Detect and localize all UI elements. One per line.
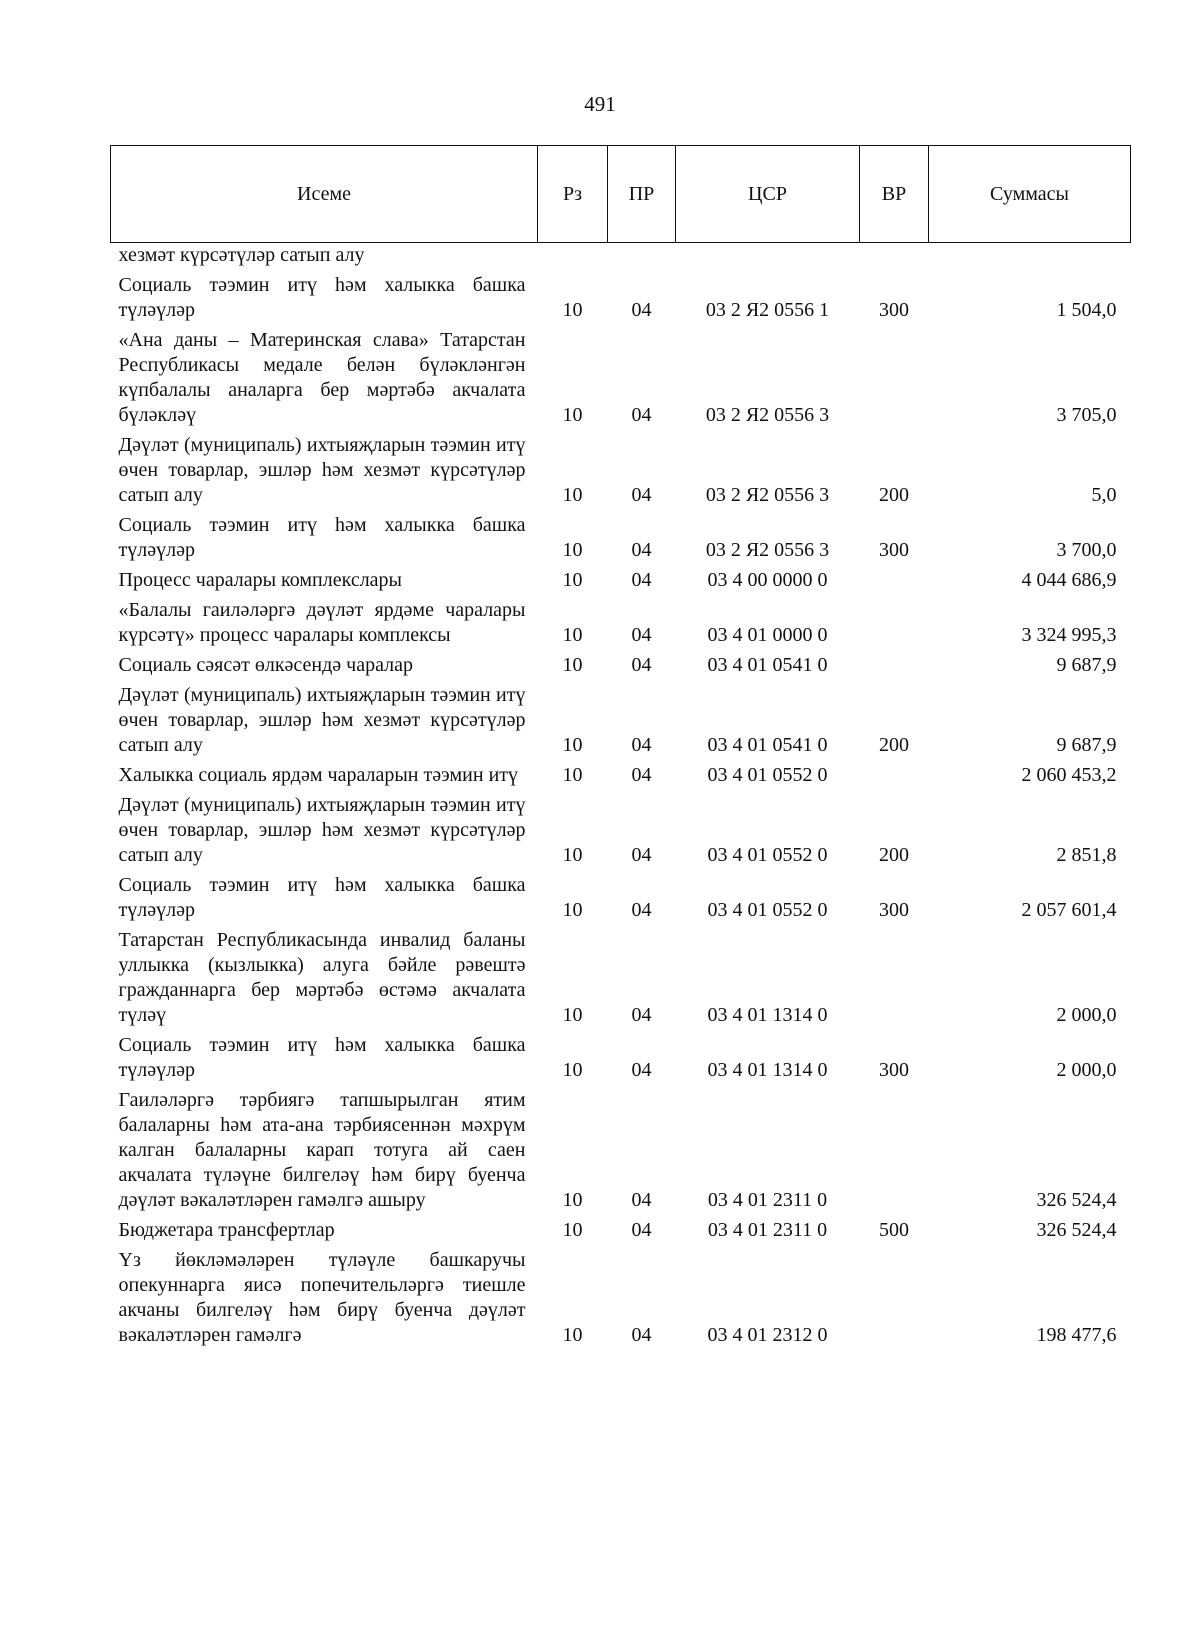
cell-name: Социаль тәэмин итү һәм халыкка башка түләүләр [118,874,526,921]
table-row [111,596,1131,651]
table-row [111,761,1131,791]
cell-vr: 200 [879,734,909,756]
header-row [111,146,1131,243]
cell-rz: 10 [562,1189,583,1211]
cell-pr: 04 [631,299,652,321]
cell-sum: 3 324 995,3 [1021,624,1117,646]
cell-name: «Балалы гаиләләргә дәүләт ярдәме чаралары күрсәтү» процесс чаралары комплексы [118,599,526,646]
page-number: 491 [584,92,616,116]
cell-sum: 2 000,0 [1056,1004,1117,1026]
table-body [111,243,1131,1352]
header-vr: ВР [860,146,929,243]
cell-vr: 300 [879,1059,909,1081]
cell-csr: 03 4 01 0541 0 [707,734,828,756]
cell-pr: 04 [631,654,652,676]
cell-sum: 1 504,0 [1056,299,1117,321]
cell-vr [860,651,929,681]
cell-pr: 04 [631,1189,652,1211]
cell-name: Социаль тәэмин итү һәм халыкка башка түләүләр [118,514,526,561]
cell-vr [860,326,929,431]
cell-csr [676,243,860,272]
cell-sum: 2 060 453,2 [1021,764,1117,786]
cell-sum: 5,0 [1091,484,1117,506]
cell-sum: 9 687,9 [1056,654,1117,676]
cell-pr: 04 [631,1059,652,1081]
cell-vr [860,1246,929,1351]
cell-sum: 326 524,4 [1036,1189,1117,1211]
cell-csr: 03 4 01 0541 0 [707,654,828,676]
cell-sum: 4 044 686,9 [1021,569,1117,591]
cell-pr: 04 [631,764,652,786]
table-row [111,871,1131,926]
cell-rz: 10 [562,1324,583,1346]
budget-table [110,145,1131,1351]
cell-rz: 10 [562,654,583,676]
cell-rz: 10 [562,404,583,426]
header-name: Исеме [111,146,538,243]
table-row [111,651,1131,681]
table-row [111,926,1131,1031]
cell-vr: 200 [879,844,909,866]
cell-pr: 04 [631,624,652,646]
cell-pr: 04 [631,1004,652,1026]
cell-sum: 2 851,8 [1056,844,1117,866]
cell-rz: 10 [562,1004,583,1026]
cell-csr: 03 4 01 0552 0 [707,764,828,786]
cell-csr: 03 4 01 2311 0 [707,1189,828,1211]
cell-sum: 3 705,0 [1056,404,1117,426]
cell-sum: 198 477,6 [1036,1324,1117,1346]
cell-pr: 04 [631,734,652,756]
cell-name: Дәүләт (муниципаль) ихтыяҗларын тәэмин итү өчен товарлар, эшләр һәм хезмәт күрсәтүләр сатып алу [118,434,526,506]
table-row [111,243,1131,272]
header-pr: ПР [608,146,676,243]
cell-name: Гаиләләргә тәрбиягә тапшырылган ятим балаларны һәм ата-ана тәрбиясеннән мәхрүм калган балаларны карап тотуга ай саен акчалата түләүне билгеләү һәм бирү буенча дәүләт вәкаләтләрен гамәлгә ашыру [118,1089,526,1211]
cell-vr [860,243,929,272]
table-row [111,511,1131,566]
cell-csr: 03 4 01 1314 0 [707,1004,828,1026]
cell-rz: 10 [562,484,583,506]
cell-csr: 03 2 Я2 0556 1 [705,299,830,321]
cell-vr [860,596,929,651]
header-csr: ЦСР [676,146,860,243]
cell-name: Дәүләт (муниципаль) ихтыяҗларын тәэмин итү өчен товарлар, эшләр һәм хезмәт күрсәтүләр сатып алу [118,684,526,756]
cell-csr: 03 4 00 0000 0 [707,569,828,591]
cell-rz [538,243,608,272]
table-row [111,1086,1131,1216]
cell-csr: 03 4 01 0552 0 [707,844,828,866]
cell-vr [860,1086,929,1216]
table-row [111,326,1131,431]
cell-name: Процесс чаралары комплекслары [118,569,402,591]
table-row [111,271,1131,326]
table-row [111,431,1131,511]
cell-pr: 04 [631,484,652,506]
cell-rz: 10 [562,539,583,561]
cell-name: Дәүләт (муниципаль) ихтыяҗларын тәэмин итү өчен товарлар, эшләр һәм хезмәт күрсәтүләр сатып алу [118,794,526,866]
cell-sum: 3 700,0 [1056,539,1117,561]
cell-pr: 04 [631,569,652,591]
cell-vr [860,926,929,1031]
cell-sum: 9 687,9 [1056,734,1117,756]
table-row [111,1031,1131,1086]
cell-csr: 03 2 Я2 0556 3 [705,539,830,561]
cell-name: Үз йөкләмәләрен түләүле башкаручы опекуннарга яисә попечительләргә тиешле акчаны билгеләү һәм бирү буенча дәүләт вәкаләтләрен гамәлгә [118,1249,526,1346]
cell-pr: 04 [631,844,652,866]
cell-vr: 300 [879,899,909,921]
header-rz: Рз [538,146,608,243]
cell-rz: 10 [562,764,583,786]
header-sum: Суммасы [929,146,1131,243]
table-row [111,566,1131,596]
cell-name: Социаль сәясәт өлкәсендә чаралар [118,654,414,676]
cell-pr [608,243,676,272]
cell-name: хезмәт күрсәтүләр сатып алу [118,244,365,266]
cell-csr: 03 2 Я2 0556 3 [705,404,830,426]
table-row [111,1246,1131,1351]
cell-csr: 03 4 01 1314 0 [707,1059,828,1081]
cell-vr: 200 [879,484,909,506]
cell-sum: 2 000,0 [1056,1059,1117,1081]
budget-table-wrapper [110,145,1130,1351]
cell-rz: 10 [562,899,583,921]
cell-sum [929,243,1131,272]
cell-name: Социаль тәэмин итү һәм халыкка башка түләүләр [118,274,526,321]
cell-rz: 10 [562,569,583,591]
cell-rz: 10 [562,734,583,756]
cell-name: Татарстан Республикасында инвалид баланы уллыкка (кызлыкка) алуга бәйле рәвештә гражданнарга бер мәртәбә өстәмә акчалата түләү [118,929,526,1026]
cell-name: «Ана даны – Материнская слава» Татарстан Республикасы медале белән бүләкләнгән күпбалалы аналарга бер мәртәбә акчалата бүләкләү [118,329,526,426]
cell-pr: 04 [631,899,652,921]
cell-name: Бюджетара трансфертлар [118,1219,335,1241]
cell-vr [860,566,929,596]
cell-pr: 04 [631,404,652,426]
cell-rz: 10 [562,624,583,646]
cell-vr: 300 [879,539,909,561]
cell-name: Халыкка социаль ярдәм чараларын тәэмин итү [118,764,519,786]
cell-sum: 326 524,4 [1036,1219,1117,1241]
cell-pr: 04 [631,1219,652,1241]
cell-csr: 03 4 01 2311 0 [707,1219,828,1241]
cell-vr [860,761,929,791]
cell-rz: 10 [562,1059,583,1081]
cell-rz: 10 [562,844,583,866]
cell-rz: 10 [562,299,583,321]
cell-vr: 500 [879,1219,909,1241]
cell-csr: 03 2 Я2 0556 3 [705,484,830,506]
table-header [111,146,1131,243]
cell-sum: 2 057 601,4 [1021,899,1117,921]
cell-rz: 10 [562,1219,583,1241]
cell-csr: 03 4 01 0000 0 [707,624,828,646]
cell-pr: 04 [631,539,652,561]
cell-pr: 04 [631,1324,652,1346]
table-row [111,1216,1131,1246]
cell-csr: 03 4 01 0552 0 [707,899,828,921]
cell-csr: 03 4 01 2312 0 [707,1324,828,1346]
cell-vr: 300 [879,299,909,321]
table-row [111,681,1131,761]
table-row [111,791,1131,871]
cell-name: Социаль тәэмин итү һәм халыкка башка түләүләр [118,1034,526,1081]
